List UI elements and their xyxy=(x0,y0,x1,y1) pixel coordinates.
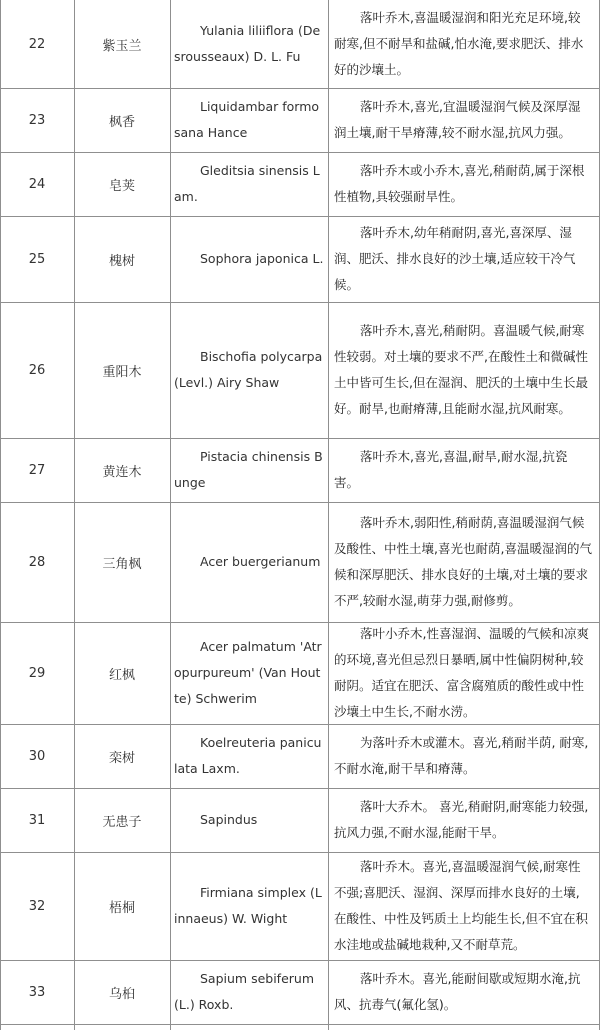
plant-latin-name: Sophora japonica L. xyxy=(200,251,324,266)
plant-habit-description-cell xyxy=(328,438,600,502)
row-number: 30 xyxy=(28,748,46,764)
row-divider xyxy=(0,1024,600,1025)
table-row xyxy=(0,438,600,502)
plant-common-name: 重阳木 xyxy=(102,364,142,380)
plant-latin-name: Koelreuteria paniculata Laxm. xyxy=(174,735,322,776)
plant-habit-description-cell xyxy=(328,216,600,302)
table-row xyxy=(0,852,600,960)
table-row xyxy=(0,622,600,724)
plant-common-name: 枫香 xyxy=(108,114,135,130)
plant-latin-name-cell xyxy=(170,88,328,152)
plant-habit-description: 落叶乔木,喜温暖湿润和阳光充足环境,较耐寒,但不耐旱和盐碱,怕水淹,要求肥沃、排水好的沙壤土。 xyxy=(334,10,584,77)
plant-common-name: 乌桕 xyxy=(108,986,135,1002)
plant-latin-name-cell xyxy=(170,302,328,438)
row-number: 25 xyxy=(28,251,46,267)
row-number: 22 xyxy=(28,36,46,52)
plant-latin-name: Bischofia polycarpa (Levl.) Airy Shaw xyxy=(174,349,323,390)
table-row xyxy=(0,788,600,852)
plant-common-name: 皂荚 xyxy=(108,178,135,194)
plant-latin-name: Pistacia chinensis Bunge xyxy=(174,449,323,490)
table-row xyxy=(0,502,600,622)
plant-common-name: 紫玉兰 xyxy=(102,38,142,54)
plant-latin-name: Sapindus xyxy=(200,812,258,827)
plant-common-name: 红枫 xyxy=(108,667,135,683)
plant-habit-description-cell xyxy=(328,302,600,438)
row-number: 29 xyxy=(28,665,46,681)
plant-habit-description-cell xyxy=(328,88,600,152)
plant-habit-description-cell xyxy=(328,0,600,88)
table-row xyxy=(0,302,600,438)
plant-habit-description: 落叶乔木,喜光,宜温暖湿润气候及深厚湿润土壤,耐干旱瘠薄,较不耐水湿,抗风力强。 xyxy=(334,99,581,140)
row-number: 32 xyxy=(28,898,46,914)
plant-latin-name: Yulania liliiflora (Desrousseaux) D. L. Fu xyxy=(174,23,321,64)
plant-latin-name-cell xyxy=(170,216,328,302)
table-row xyxy=(0,0,600,88)
plant-habit-description: 落叶乔木或小乔木,喜光,稍耐荫,属于深根性植物,具较强耐旱性。 xyxy=(334,163,585,204)
plant-latin-name-cell xyxy=(170,438,328,502)
plant-habit-description-cell xyxy=(328,724,600,788)
plant-latin-name: Firmiana simplex (Linnaeus) W. Wight xyxy=(174,885,322,926)
plant-common-name: 栾树 xyxy=(108,750,135,766)
table-row xyxy=(0,152,600,216)
plant-habit-description: 为落叶乔木或灌木。喜光,稍耐半荫, 耐寒,不耐水淹,耐干旱和瘠薄。 xyxy=(334,735,589,776)
plant-habit-description-cell xyxy=(328,622,600,724)
plant-habit-description-cell xyxy=(328,152,600,216)
plant-habit-description-cell xyxy=(328,502,600,622)
table-row xyxy=(0,960,600,1024)
row-number: 23 xyxy=(28,112,46,128)
plant-habit-description: 落叶乔木,喜光,稍耐阴。喜温暖气候,耐寒性较弱。对土壤的要求不严,在酸性土和微碱性土中皆可生长,但在湿润、肥沃的土壤中生长最好。耐旱,也耐瘠薄,且能耐水湿,抗风耐寒。 xyxy=(334,323,588,416)
plant-habit-description-cell xyxy=(328,788,600,852)
row-number: 27 xyxy=(28,462,46,478)
table-row xyxy=(0,724,600,788)
plant-latin-name: Acer palmatum 'Atropurpureum' (Van Houtte) Schwerim xyxy=(174,639,322,706)
plant-habit-description: 落叶大乔木。 喜光,稍耐阴,耐寒能力较强,抗风力强,不耐水湿,能耐干旱。 xyxy=(334,799,589,840)
plant-common-name: 黄连木 xyxy=(102,464,142,480)
plant-latin-name-cell xyxy=(170,852,328,960)
plant-habit-description: 落叶乔木,喜光,喜温,耐旱,耐水湿,抗瓷害。 xyxy=(334,449,568,490)
plant-common-name: 无患子 xyxy=(102,814,142,830)
plant-habit-description: 落叶乔木,弱阳性,稍耐荫,喜温暖湿润气候及酸性、中性土壤,喜光也耐荫,喜温暖湿润的气候和深厚肥沃、排水良好的土壤,对土壤的要求不严,较耐水湿,萌芽力强,耐修剪。 xyxy=(334,515,592,608)
plant-habit-description: 落叶乔木。喜光,能耐间歇或短期水淹,抗风、抗毒气(氟化氢)。 xyxy=(334,971,581,1012)
plant-common-name: 槐树 xyxy=(108,253,135,269)
plant-latin-name-cell xyxy=(170,152,328,216)
plant-latin-name-cell xyxy=(170,0,328,88)
plant-habit-description: 落叶乔木。喜光,喜温暖湿润气候,耐寒性不强;喜肥沃、湿润、深厚而排水良好的土壤,在酸性、中性及钙质土上均能生长,但不宜在积水洼地或盐碱地栽种,又不耐草荒。 xyxy=(334,859,588,952)
plant-common-name: 三角枫 xyxy=(102,556,142,572)
plant-latin-name-cell xyxy=(170,960,328,1024)
table-row xyxy=(0,88,600,152)
plant-latin-name-cell xyxy=(170,502,328,622)
row-number: 26 xyxy=(28,362,46,378)
plant-latin-name: Sapium sebiferum (L.) Roxb. xyxy=(174,971,315,1012)
plant-latin-name: Acer buergerianum xyxy=(200,554,321,569)
row-number: 24 xyxy=(28,176,46,192)
row-number: 28 xyxy=(28,554,46,570)
table-row xyxy=(0,216,600,302)
plant-habit-description: 落叶乔木,幼年稍耐阴,喜光,喜深厚、湿润、肥沃、排水良好的沙土壤,适应较干冷气候。 xyxy=(334,225,576,292)
plant-latin-name-cell xyxy=(170,724,328,788)
row-number: 33 xyxy=(28,984,46,1000)
plant-common-name: 梧桐 xyxy=(108,900,135,916)
plant-latin-name-cell xyxy=(170,622,328,724)
plant-latin-name-cell xyxy=(170,788,328,852)
row-number: 31 xyxy=(28,812,46,828)
plant-habit-description-cell xyxy=(328,852,600,960)
plant-habit-description-cell xyxy=(328,960,600,1024)
plant-latin-name: Gleditsia sinensis Lam. xyxy=(174,163,320,204)
plant-latin-name: Liquidambar formosana Hance xyxy=(174,99,320,140)
plant-habit-description: 落叶小乔木,性喜湿润、温暖的气候和凉爽的环境,喜光但忌烈日暴晒,属中性偏阴树种,较耐阴。适宜在肥沃、富含腐殖质的酸性或中性沙壤土中生长,不耐水涝。 xyxy=(334,626,589,719)
